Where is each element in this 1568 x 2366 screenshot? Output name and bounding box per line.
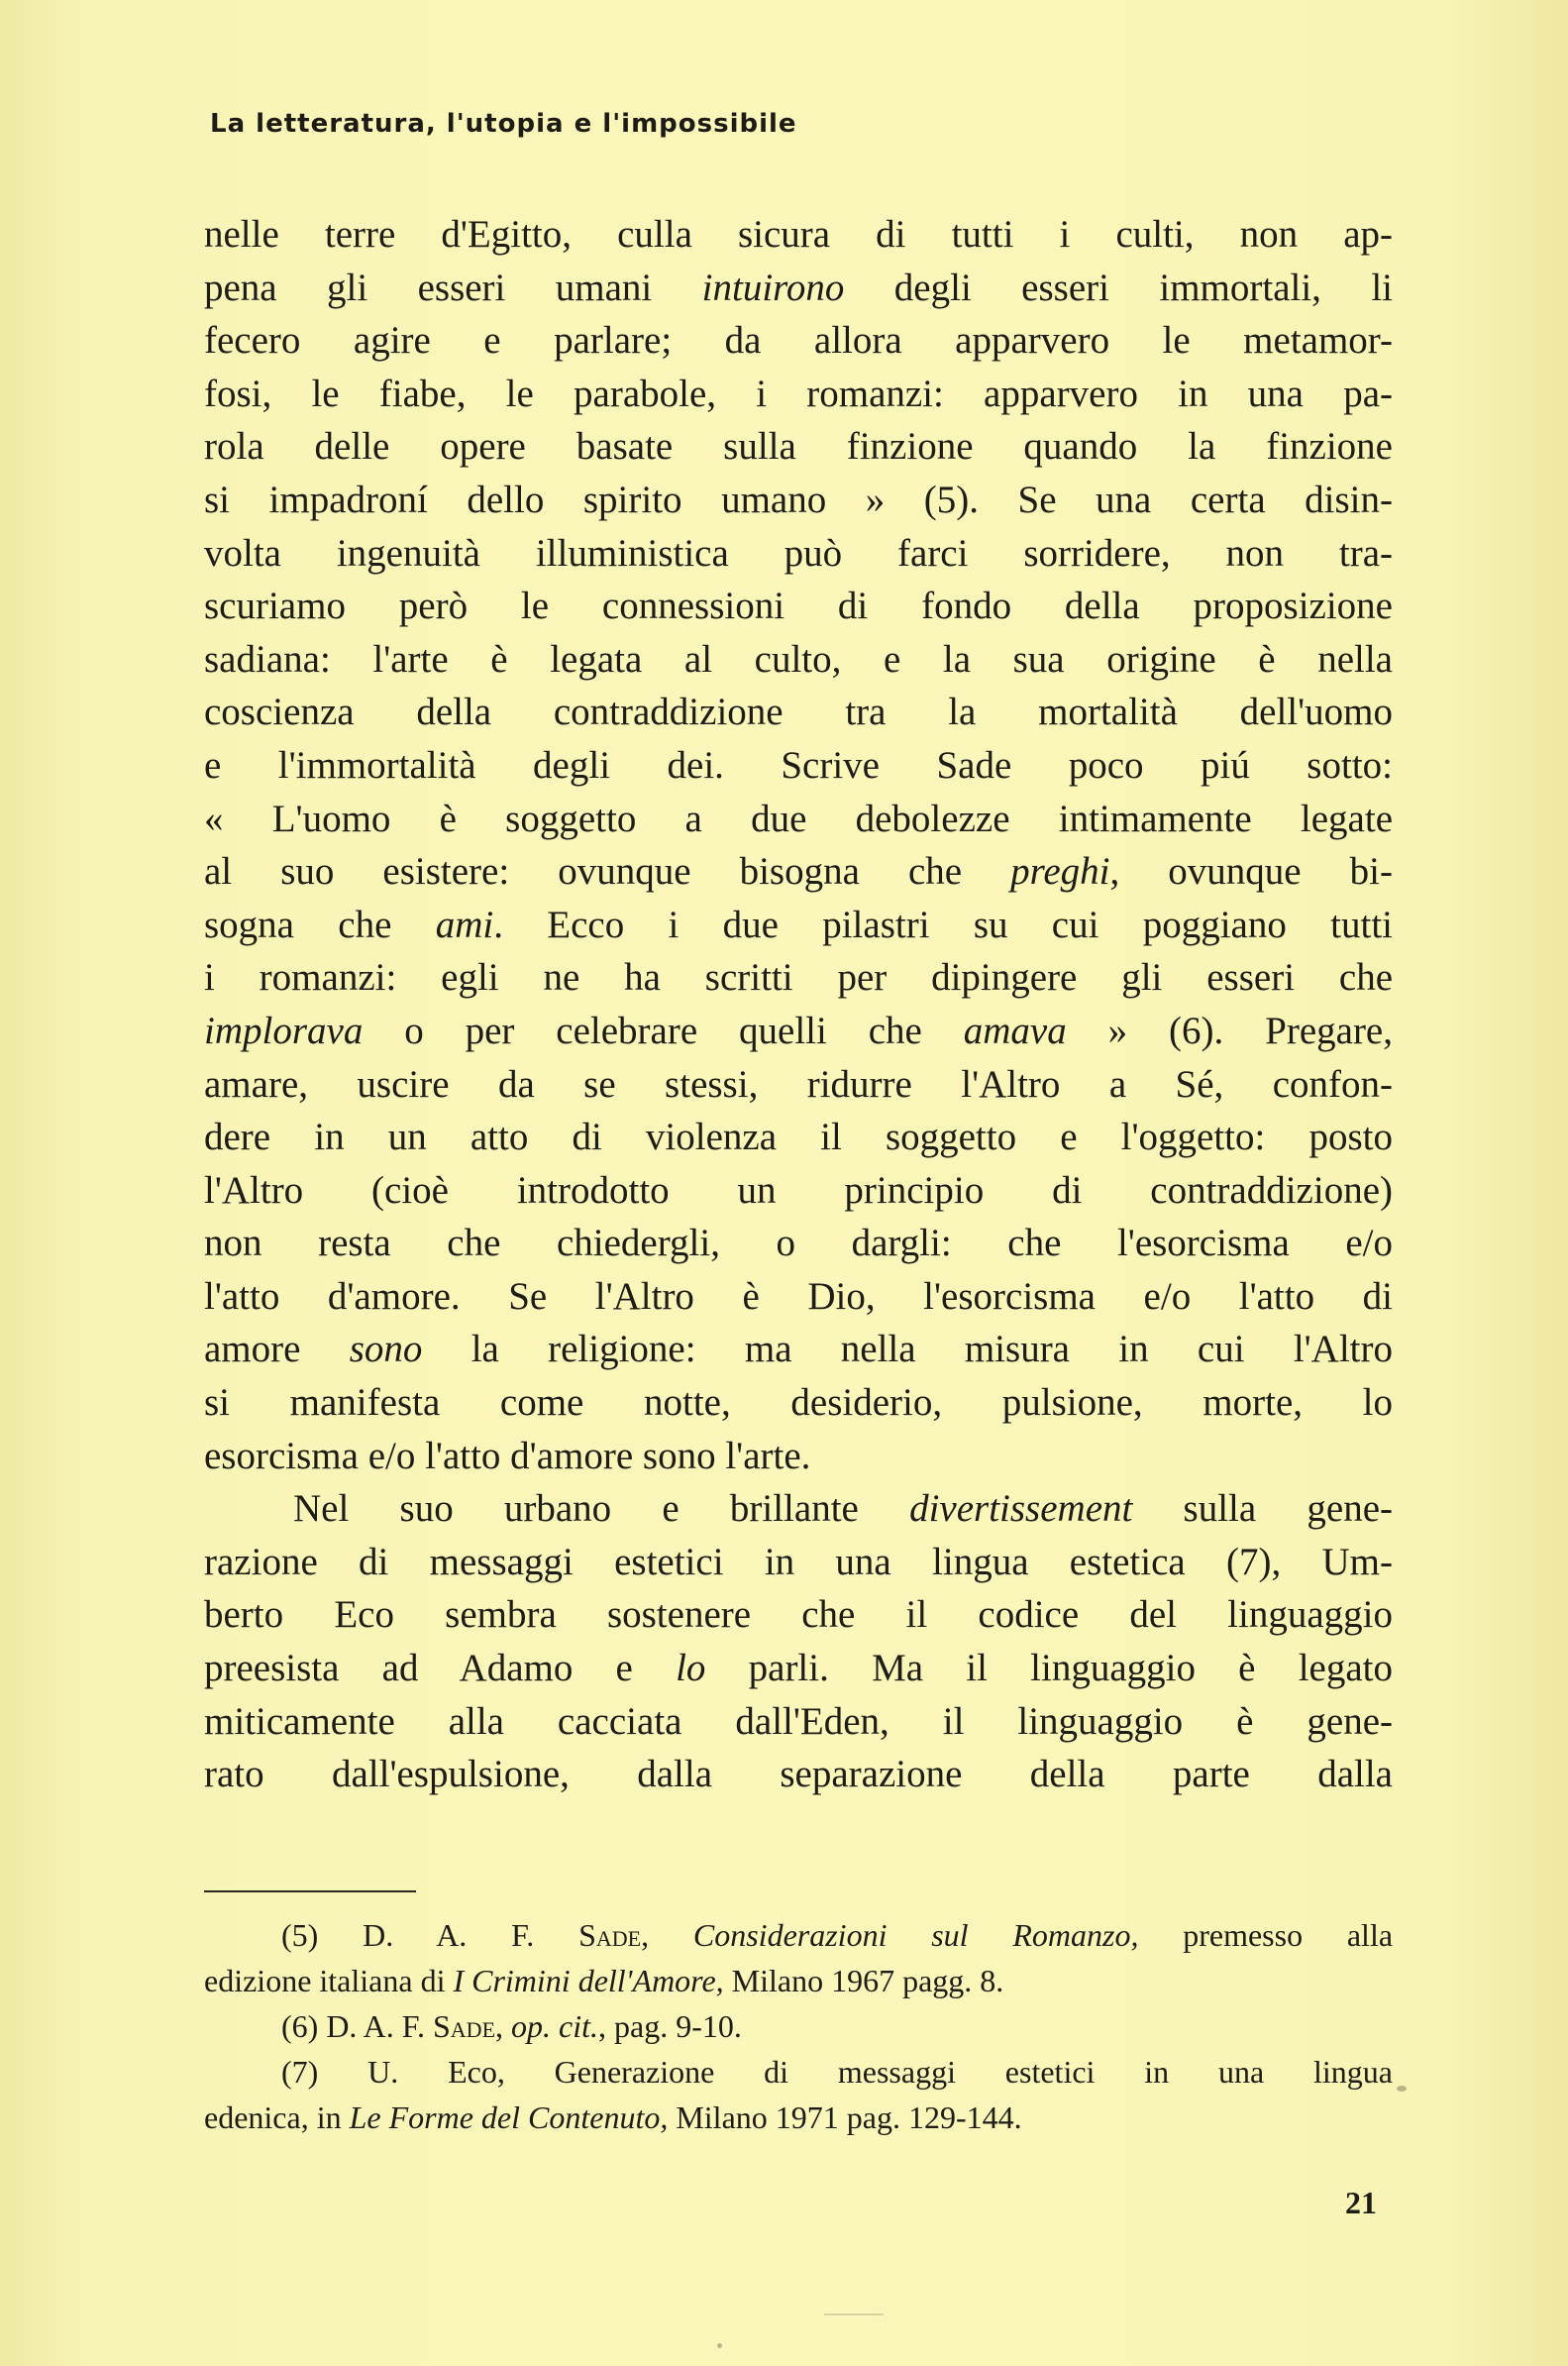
text-line: i romanzi: egli ne ha scritti per dipingere gli esseri che (204, 956, 1393, 1000)
text-line: preesista ad Adamo e lo parli. Ma il linguaggio è legato (204, 1647, 1393, 1690)
footnote-6: (6) D. A. F. Sade, op. cit., pag. 9-10. (281, 2008, 742, 2044)
text-line: dere in un atto di violenza il soggetto e l'oggetto: posto (204, 1116, 1393, 1159)
text-line: Nel suo urbano e brillante divertissement sulla gene- (293, 1487, 1394, 1531)
text-line: fosi, le fiabe, le parabole, i romanzi: apparvero in una pa- (204, 372, 1393, 415)
paragraph-2 (204, 1482, 1393, 1801)
paragraph-1 (204, 208, 1393, 1482)
text-line: sogna che ami. Ecco i due pilastri su cui poggiano tutti (204, 903, 1394, 946)
text-line: l'atto d'amore. Se l'Altro è Dio, l'esorcisma e/o l'atto di (204, 1274, 1393, 1318)
text-line: amare, uscire da se stessi, ridurre l'Altro a Sé, confon- (204, 1062, 1393, 1106)
text-line: e l'immortalità degli dei. Scrive Sade poco piú sotto: (204, 743, 1393, 787)
footnote-rule (204, 1890, 416, 1892)
running-head: La letteratura, l'utopia e l'impossibile (210, 109, 797, 139)
text-line: esorcisma e/o l'atto d'amore sono l'arte. (204, 1434, 811, 1477)
text-line: scuriamo però le connessioni di fondo della proposizione (204, 585, 1393, 628)
footnotes (204, 1912, 1393, 2140)
text-line: berto Eco sembra sostenere che il codice del linguaggio (204, 1593, 1393, 1637)
paper-speck (824, 2313, 884, 2315)
text-line: coscienza della contraddizione tra la mortalità dell'uomo (204, 691, 1393, 734)
text-line: volta ingenuità illuministica può farci sorridere, non tra- (204, 531, 1393, 575)
text-line: fecero agire e parlare; da allora apparvero le metamor- (204, 319, 1393, 363)
text-line: rola delle opere basate sulla finzione quando la finzione (204, 425, 1393, 469)
text-line: l'Altro (cioè introdotto un principio di contraddizione) (204, 1168, 1393, 1212)
paper-speck (1397, 2086, 1407, 2092)
text-line: nelle terre d'Egitto, culla sicura di tutti i culti, non ap- (204, 213, 1393, 256)
text-line: miticamente alla cacciata dall'Eden, il linguaggio è gene- (204, 1699, 1393, 1743)
footnote-5: (5) D. A. F. Sade, Considerazioni sul Romanzo, premesso alla (281, 1917, 1394, 1953)
italic-term: preghi (1010, 850, 1110, 894)
text-line: si impadroní dello spirito umano » (5). Se una certa disin- (204, 478, 1393, 521)
italic-term: amava (963, 1009, 1067, 1052)
italic-term: ami (435, 903, 494, 946)
text-line: sadiana: l'arte è legata al culto, e la sua origine è nella (204, 637, 1393, 681)
italic-term: divertissement (909, 1487, 1133, 1531)
text-line: implorava o per celebrare quelli che amava » (6). Pregare, (204, 1009, 1393, 1052)
main-text (204, 208, 1393, 1801)
italic-term: sono (349, 1328, 423, 1371)
text-line: si manifesta come notte, desiderio, pulsione, morte, lo (204, 1381, 1393, 1425)
text-line: « L'uomo è soggetto a due debolezze intimamente legate (204, 797, 1393, 840)
italic-term: intuirono (701, 266, 845, 309)
text-line: rato dall'espulsione, dalla separazione della parte dalla (204, 1753, 1393, 1796)
footnote-7-cont: edenica, in Le Forme del Contenuto, Milano 1971 pag. 129-144. (204, 2099, 1022, 2135)
text-line: non resta che chiedergli, o dargli: che l'esorcisma e/o (204, 1222, 1393, 1265)
text-line: al suo esistere: ovunque bisogna che preghi, ovunque bi- (204, 850, 1393, 894)
text-line: razione di messaggi estetici in una lingua estetica (7), Um- (204, 1540, 1393, 1583)
italic-term: lo (676, 1647, 706, 1690)
footnote-7: (7) U. Eco, Generazione di messaggi estetici in una lingua (281, 2054, 1393, 2090)
page-number: 21 (1345, 2185, 1377, 2220)
paper-speck (717, 2343, 722, 2348)
footnote-5-cont: edizione italiana di I Crimini dell'Amore, Milano 1967 pagg. 8. (204, 1963, 1004, 1998)
italic-term: implorava (204, 1009, 364, 1052)
text-line: amore sono la religione: ma nella misura in cui l'Altro (204, 1328, 1394, 1371)
text-line: pena gli esseri umani intuirono degli esseri immortali, li (204, 266, 1393, 309)
